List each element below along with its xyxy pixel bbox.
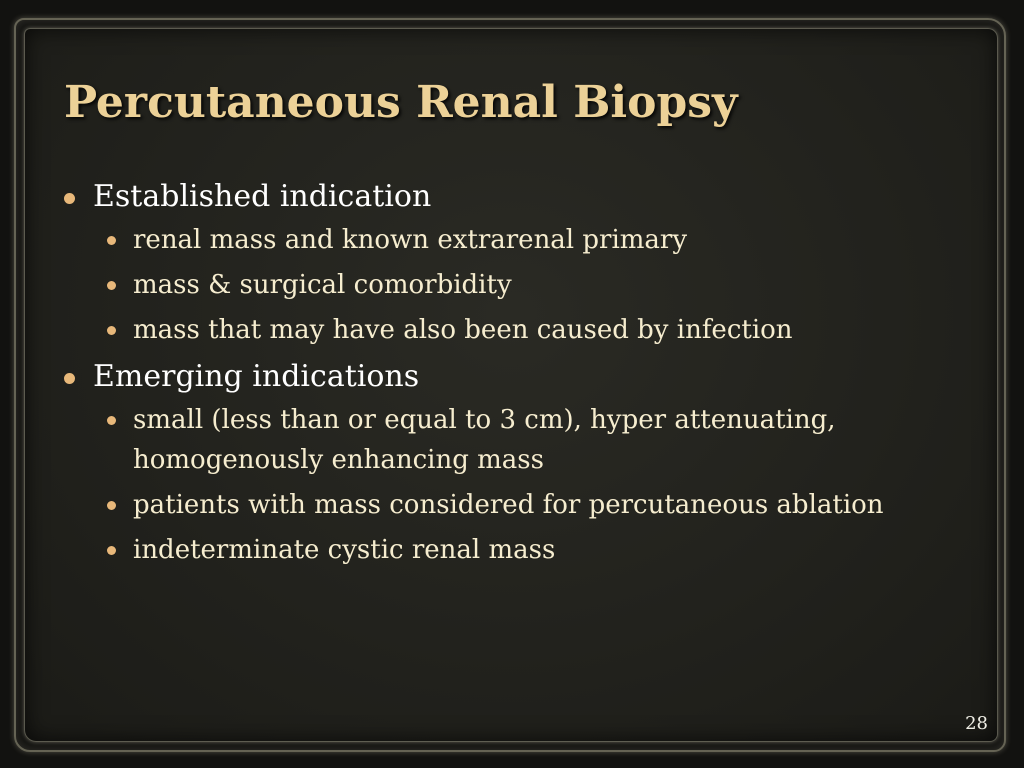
slide-title: Percutaneous Renal Biopsy [64, 77, 738, 128]
list-item [93, 485, 942, 525]
sub-bullet-icon [107, 501, 116, 510]
list-item [93, 530, 942, 570]
sub-bullet-icon [107, 546, 116, 555]
list-item [93, 220, 942, 260]
list-item-text: mass & surgical comorbidity [133, 270, 512, 300]
bullet-icon [64, 193, 75, 204]
list-item-text: mass that may have also been caused by infection [133, 315, 793, 345]
list-item [93, 265, 942, 305]
sub-bullet-icon [107, 281, 116, 290]
bullet-icon [64, 373, 75, 384]
sub-bullet-icon [107, 326, 116, 335]
list-item-text: renal mass and known extrarenal primary [133, 225, 688, 255]
list-item [93, 310, 942, 350]
sub-bullet-icon [107, 416, 116, 425]
sub-bullet-list [93, 400, 942, 570]
bullet-list [62, 176, 942, 570]
sub-bullet-icon [107, 236, 116, 245]
slide-body [62, 176, 942, 576]
section-heading: Emerging indications [93, 359, 420, 394]
section-emerging [62, 356, 942, 570]
list-item-text: patients with mass considered for percutaneous ablation [133, 490, 884, 520]
section-heading: Established indication [93, 179, 432, 214]
section-established [62, 176, 942, 350]
page-number: 28 [965, 713, 988, 734]
list-item-text: small (less than or equal to 3 cm), hyper attenuating, homogenously enhancing mass [133, 405, 836, 475]
list-item-text: indeterminate cystic renal mass [133, 535, 556, 565]
list-item [93, 400, 942, 480]
sub-bullet-list [93, 220, 942, 350]
